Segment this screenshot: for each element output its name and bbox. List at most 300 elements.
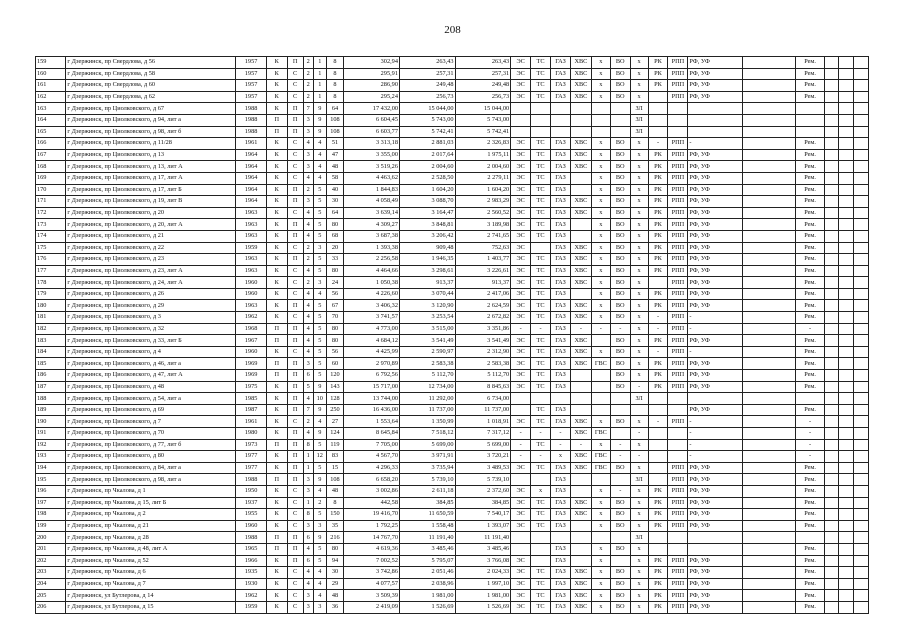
table-cell: х — [591, 509, 610, 521]
table-cell: 5 — [313, 265, 326, 277]
table-cell: 8 — [326, 91, 344, 103]
table-cell: ВО — [610, 370, 630, 382]
table-cell: г Дзержинск, пр Циолковского, д 54, лит а — [66, 393, 236, 405]
table-cell: РФ, УФ — [688, 184, 743, 196]
table-cell: К — [266, 416, 287, 428]
table-cell: РПП — [668, 288, 688, 300]
table-cell: ГАЗ — [551, 300, 571, 312]
table-cell: РПП — [668, 358, 688, 370]
table-cell: С — [287, 567, 303, 579]
table-cell — [511, 103, 531, 115]
table-cell — [742, 277, 796, 289]
table-cell: ТС — [531, 277, 551, 289]
table-cell: 5 — [313, 509, 326, 521]
table-cell: ХВС — [570, 451, 591, 463]
empty-cell — [854, 68, 869, 80]
table-cell: РК — [648, 601, 668, 613]
table-cell: х — [630, 277, 648, 289]
table-cell: ГВС — [591, 358, 610, 370]
table-cell — [648, 474, 668, 486]
table-cell: РПП — [668, 242, 688, 254]
table-cell — [742, 346, 796, 358]
table-cell — [570, 543, 591, 555]
table-cell: ВО — [610, 578, 630, 590]
table-cell: 6 603,77 — [344, 126, 400, 138]
table-row — [36, 196, 869, 208]
empty-cell — [824, 242, 839, 254]
table-cell: - — [511, 428, 531, 440]
table-cell: 1 393,07 — [455, 520, 511, 532]
table-cell: 1962 — [236, 312, 266, 324]
table-cell: 35 — [326, 520, 344, 532]
table-cell: ГАЗ — [551, 370, 571, 382]
table-cell: 5 112,70 — [399, 370, 455, 382]
table-cell: 27 — [326, 416, 344, 428]
table-cell: 159 — [36, 57, 66, 69]
empty-cell — [824, 114, 839, 126]
table-cell: 3 298,61 — [399, 265, 455, 277]
table-cell: ХВС — [570, 242, 591, 254]
table-cell: х — [630, 590, 648, 602]
table-cell: П — [287, 103, 303, 115]
table-cell: РПП — [668, 172, 688, 184]
table-cell: ХВС — [570, 265, 591, 277]
table-cell: г Дзержинск, пр Циолковского, д 17, лит А — [66, 172, 236, 184]
table-cell: 56 — [326, 346, 344, 358]
table-cell: г Дзержинск, пр Циолковского, д 20 — [66, 207, 236, 219]
table-cell: Рем. — [796, 172, 824, 184]
table-cell: РПП — [668, 370, 688, 382]
table-cell: 4 — [303, 265, 313, 277]
table-cell: РФ, УФ — [688, 485, 743, 497]
table-cell: РПП — [668, 474, 688, 486]
table-cell — [742, 300, 796, 312]
table-cell: г Дзержинск, пр Свердлова, д 62 — [66, 91, 236, 103]
table-cell: ТС — [531, 230, 551, 242]
table-cell: 1977 — [236, 462, 266, 474]
table-cell: П — [287, 381, 303, 393]
table-cell: К — [266, 196, 287, 208]
table-cell: 108 — [326, 474, 344, 486]
table-cell: г Дзержинск, пр Циолковского, д 22 — [66, 242, 236, 254]
table-row — [36, 126, 869, 138]
table-cell: 4 — [303, 172, 313, 184]
table-cell: П — [287, 474, 303, 486]
table-cell: П — [287, 57, 303, 69]
table-cell — [742, 149, 796, 161]
table-cell — [570, 404, 591, 416]
table-cell — [570, 532, 591, 544]
table-cell: 2 — [313, 497, 326, 509]
table-row — [36, 428, 869, 440]
table-cell: г Дзержинск, пр Чкалова, д 21 — [66, 520, 236, 532]
table-cell: ГАЗ — [551, 172, 571, 184]
table-cell: 3 — [303, 149, 313, 161]
table-cell: 185 — [36, 358, 66, 370]
table-cell: г Дзержинск, пр Циолковского, д 32 — [66, 323, 236, 335]
table-cell: РФ, УФ — [688, 358, 743, 370]
empty-cell — [839, 184, 854, 196]
table-cell: 2 326,83 — [455, 138, 511, 150]
table-cell: 2 611,18 — [399, 485, 455, 497]
table-cell: 7 705,00 — [344, 439, 400, 451]
table-cell: К — [266, 184, 287, 196]
table-cell: - — [688, 323, 743, 335]
empty-cell — [854, 230, 869, 242]
table-cell — [591, 532, 610, 544]
table-cell: 1 997,10 — [455, 578, 511, 590]
empty-cell — [824, 277, 839, 289]
table-cell: 3 253,54 — [399, 312, 455, 324]
table-cell: К — [266, 590, 287, 602]
table-cell: 249,48 — [399, 80, 455, 92]
table-cell: ГАЗ — [551, 555, 571, 567]
table-cell: 2 590,97 — [399, 346, 455, 358]
table-cell: 1988 — [236, 532, 266, 544]
table-cell: ЗЛ — [630, 474, 648, 486]
empty-cell — [854, 428, 869, 440]
table-cell: ХВС — [570, 196, 591, 208]
table-cell: ГАЗ — [551, 601, 571, 613]
table-cell: ТС — [531, 219, 551, 231]
table-cell: г Дзержинск, пр Циолковского, д 84, лит а — [66, 462, 236, 474]
table-cell: 1963 — [236, 300, 266, 312]
empty-cell — [854, 138, 869, 150]
table-cell: 2 024,33 — [455, 567, 511, 579]
table-cell: ГАЗ — [551, 509, 571, 521]
table-row — [36, 393, 869, 405]
table-cell: 181 — [36, 312, 66, 324]
table-cell — [610, 126, 630, 138]
table-cell — [570, 103, 591, 115]
table-cell: К — [266, 172, 287, 184]
table-cell: РК — [648, 57, 668, 69]
table-cell: ВО — [610, 80, 630, 92]
empty-cell — [824, 497, 839, 509]
table-cell: К — [266, 346, 287, 358]
table-cell — [742, 265, 796, 277]
table-cell: 166 — [36, 138, 66, 150]
table-cell: 2 — [303, 57, 313, 69]
table-cell: г Дзержинск, пр Циолковского, д 17, лит Б — [66, 184, 236, 196]
table-cell: РК — [648, 555, 668, 567]
table-cell: 3 — [303, 474, 313, 486]
table-cell: П — [287, 254, 303, 266]
table-cell: 178 — [36, 277, 66, 289]
table-cell: 302,94 — [344, 57, 400, 69]
table-cell: 7 — [303, 103, 313, 115]
table-row — [36, 114, 869, 126]
table-cell: Рем. — [796, 601, 824, 613]
table-cell: ВО — [610, 567, 630, 579]
table-cell: ТС — [531, 57, 551, 69]
table-cell: 167 — [36, 149, 66, 161]
table-cell: 2 983,29 — [455, 196, 511, 208]
table-cell: К — [266, 103, 287, 115]
table-cell — [796, 114, 824, 126]
table-cell: 1964 — [236, 172, 266, 184]
table-cell: С — [287, 416, 303, 428]
table-cell: х — [630, 416, 648, 428]
empty-cell — [839, 335, 854, 347]
table-cell — [648, 532, 668, 544]
table-cell: РФ, УФ — [688, 161, 743, 173]
empty-cell — [824, 172, 839, 184]
table-cell: 165 — [36, 126, 66, 138]
table-cell: х — [591, 230, 610, 242]
table-cell — [742, 288, 796, 300]
table-cell: ГАЗ — [551, 335, 571, 347]
table-cell: ХВС — [570, 590, 591, 602]
table-cell: х — [630, 288, 648, 300]
table-cell: 163 — [36, 103, 66, 115]
table-cell: г Дзержинск, пр Циолковского, д 70 — [66, 428, 236, 440]
table-cell: ГАЗ — [551, 184, 571, 196]
table-cell: ВО — [610, 138, 630, 150]
empty-cell — [854, 149, 869, 161]
table-cell: 3 088,70 — [399, 196, 455, 208]
table-cell: С — [287, 601, 303, 613]
table-cell: - — [648, 312, 668, 324]
empty-cell — [839, 578, 854, 590]
table-cell: - — [648, 323, 668, 335]
table-cell: 2 — [303, 80, 313, 92]
table-cell — [742, 114, 796, 126]
table-cell: РК — [648, 381, 668, 393]
table-cell — [570, 184, 591, 196]
table-row — [36, 416, 869, 428]
table-cell: х — [630, 509, 648, 521]
table-cell: х — [591, 567, 610, 579]
table-cell — [648, 451, 668, 463]
table-cell — [591, 381, 610, 393]
table-cell: ГВС — [591, 462, 610, 474]
table-cell: РФ, УФ — [688, 68, 743, 80]
table-cell: ГАЗ — [551, 312, 571, 324]
table-cell: 11 737,00 — [455, 404, 511, 416]
table-row — [36, 230, 869, 242]
table-cell: РК — [648, 219, 668, 231]
table-cell: ТС — [531, 254, 551, 266]
table-cell: РК — [648, 578, 668, 590]
table-cell: г Дзержинск, пр Циолковского, д 46, лит а — [66, 358, 236, 370]
table-cell: - — [551, 439, 571, 451]
table-cell: 9 — [313, 126, 326, 138]
table-cell: ЗЛ — [630, 532, 648, 544]
table-cell: 3 120,90 — [399, 300, 455, 312]
table-cell: 4 — [303, 543, 313, 555]
table-cell: К — [266, 277, 287, 289]
table-cell: ХВС — [570, 138, 591, 150]
table-cell: П — [287, 428, 303, 440]
empty-cell — [824, 532, 839, 544]
table-cell: ВО — [610, 416, 630, 428]
table-cell: РФ, УФ — [688, 57, 743, 69]
table-cell — [742, 439, 796, 451]
table-cell — [668, 439, 688, 451]
table-cell: К — [266, 242, 287, 254]
table-cell: РК — [648, 254, 668, 266]
table-cell: ТС — [531, 578, 551, 590]
table-cell: ВО — [610, 277, 630, 289]
table-cell: х — [531, 485, 551, 497]
table-cell: К — [266, 57, 287, 69]
table-cell: 195 — [36, 474, 66, 486]
empty-cell — [824, 219, 839, 231]
table-cell — [531, 114, 551, 126]
table-cell: Рем. — [796, 509, 824, 521]
table-cell: 7 518,12 — [399, 428, 455, 440]
table-cell: 2 672,82 — [455, 312, 511, 324]
table-cell: ЭС — [511, 462, 531, 474]
table-cell: ТС — [531, 346, 551, 358]
table-cell: х — [630, 358, 648, 370]
table-cell: ТС — [531, 312, 551, 324]
table-cell: ГАЗ — [551, 68, 571, 80]
table-cell: РПП — [668, 265, 688, 277]
table-cell: ЭС — [511, 207, 531, 219]
table-cell — [668, 451, 688, 463]
table-cell: г Дзержинск, пр Циолковского, д 98, лит а — [66, 474, 236, 486]
table-cell: 2 256,58 — [344, 254, 400, 266]
table-row — [36, 439, 869, 451]
table-cell: 3 — [303, 358, 313, 370]
table-cell: Рем. — [796, 149, 824, 161]
empty-cell — [824, 451, 839, 463]
table-cell — [591, 114, 610, 126]
table-cell: 3 406,32 — [344, 300, 400, 312]
empty-cell — [854, 393, 869, 405]
table-cell: 3 164,47 — [399, 207, 455, 219]
table-cell: ЭС — [511, 57, 531, 69]
table-cell: Рем. — [796, 555, 824, 567]
table-cell: 30 — [326, 196, 344, 208]
table-cell — [570, 381, 591, 393]
table-cell: 11 191,40 — [399, 532, 455, 544]
table-row — [36, 590, 869, 602]
table-cell: 1959 — [236, 601, 266, 613]
table-cell: ГАЗ — [551, 474, 571, 486]
table-cell: 3 002,86 — [344, 485, 400, 497]
table-cell: ЭС — [511, 416, 531, 428]
table-cell: х — [591, 196, 610, 208]
table-cell: 180 — [36, 300, 66, 312]
table-cell — [648, 404, 668, 416]
table-cell: К — [266, 230, 287, 242]
table-cell: х — [591, 590, 610, 602]
table-cell — [531, 555, 551, 567]
table-cell: ВО — [610, 520, 630, 532]
table-cell: 1957 — [236, 80, 266, 92]
table-cell: 3 206,42 — [399, 230, 455, 242]
table-cell: 1959 — [236, 242, 266, 254]
table-cell: 5 — [313, 543, 326, 555]
table-cell: х — [591, 207, 610, 219]
table-cell — [742, 404, 796, 416]
table-cell: 3 — [303, 161, 313, 173]
table-cell — [742, 207, 796, 219]
table-cell: ВО — [610, 242, 630, 254]
table-cell: Рем. — [796, 184, 824, 196]
table-cell: РПП — [668, 91, 688, 103]
table-cell: П — [287, 230, 303, 242]
table-cell: х — [630, 230, 648, 242]
table-cell: 1962 — [236, 590, 266, 602]
table-cell: 5 — [313, 370, 326, 382]
table-cell: х — [630, 462, 648, 474]
table-cell: - — [591, 323, 610, 335]
table-cell: ЭС — [511, 312, 531, 324]
empty-cell — [854, 601, 869, 613]
table-cell: 2 038,96 — [399, 578, 455, 590]
table-cell: 1964 — [236, 161, 266, 173]
table-cell: 171 — [36, 196, 66, 208]
empty-cell — [854, 346, 869, 358]
table-cell — [648, 393, 668, 405]
table-cell: С — [287, 138, 303, 150]
table-cell: 250 — [326, 404, 344, 416]
empty-cell — [839, 462, 854, 474]
table-cell: 4 — [303, 312, 313, 324]
table-cell: 3 — [313, 242, 326, 254]
empty-cell — [839, 196, 854, 208]
table-row — [36, 80, 869, 92]
table-cell: х — [591, 497, 610, 509]
table-cell: 4 309,27 — [344, 219, 400, 231]
empty-cell — [854, 416, 869, 428]
table-cell: г Дзержинск, пр Циолковского, д 67 — [66, 103, 236, 115]
empty-cell — [839, 474, 854, 486]
table-cell: ТС — [531, 172, 551, 184]
table-cell: 1977 — [236, 451, 266, 463]
table-cell: ЭС — [511, 300, 531, 312]
table-cell: РФ, УФ — [688, 230, 743, 242]
table-cell: ВО — [610, 590, 630, 602]
table-cell: Рем. — [796, 520, 824, 532]
table-cell — [796, 532, 824, 544]
table-cell: ХВС — [570, 68, 591, 80]
table-cell: 8 — [326, 497, 344, 509]
table-cell: х — [630, 312, 648, 324]
empty-cell — [839, 393, 854, 405]
table-cell: ХВС — [570, 601, 591, 613]
table-cell: ВО — [610, 358, 630, 370]
table-cell: 2 419,09 — [344, 601, 400, 613]
table-cell — [610, 393, 630, 405]
table-cell: 15 044,00 — [399, 103, 455, 115]
table-cell — [742, 520, 796, 532]
table-cell — [648, 103, 668, 115]
table-cell — [570, 126, 591, 138]
table-cell: - — [511, 323, 531, 335]
table-cell: г Дзержинск, пр Чкалова, д 2 — [66, 509, 236, 521]
table-cell — [511, 404, 531, 416]
table-cell — [742, 161, 796, 173]
table-cell: ГАЗ — [551, 138, 571, 150]
table-cell — [570, 230, 591, 242]
table-cell: - — [630, 381, 648, 393]
table-cell — [796, 393, 824, 405]
table-cell: 3 515,00 — [399, 323, 455, 335]
table-cell: 4 — [313, 149, 326, 161]
table-cell: 1967 — [236, 335, 266, 347]
table-cell: ХВС — [570, 207, 591, 219]
table-cell: ТС — [531, 335, 551, 347]
table-cell: 47 — [326, 149, 344, 161]
table-cell: 187 — [36, 381, 66, 393]
table-cell: 384,85 — [455, 497, 511, 509]
table-cell — [648, 543, 668, 555]
